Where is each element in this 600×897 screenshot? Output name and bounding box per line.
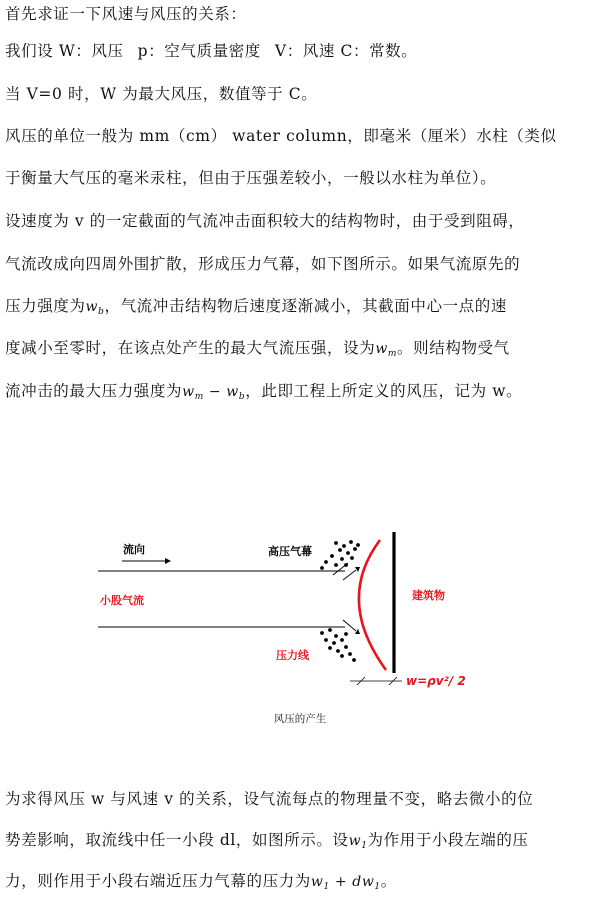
- curtain-label: 高压气幕: [268, 545, 312, 558]
- flow-arrow-head-icon: [165, 558, 171, 564]
- upper-deflect-arrow: [343, 570, 356, 580]
- lower-deflect-arrow: [343, 620, 356, 631]
- definition-p: p：空气质量密度: [137, 42, 261, 60]
- paragraph-unit-line-2: 于衡量大气压的毫米汞柱，但由于压强差较小，一般以水柱为单位）。: [5, 169, 497, 187]
- math-wm-minus-wb: $w_m - w_b$: [182, 384, 246, 402]
- paragraph-flow-line-1: 设速度为 v 的一定截面的气流冲击面积较大的结构物时，由于受到阻碍，: [5, 212, 525, 230]
- paragraph-relation-line-1: 为求得风压 w 与风速 v 的关系，设气流每点的物理量不变，略去微小的位: [5, 790, 534, 808]
- math-w1: $w_1$: [348, 833, 368, 851]
- pressure-line-label: 压力线: [276, 649, 309, 662]
- pressure-formula: w=ρv²/ 2: [406, 674, 466, 688]
- paragraph-flow-line-5: 流冲击的最大压力强度为$w_m - w_b$，此即工程上所定义的风压，记为 w。: [5, 382, 523, 402]
- flow-direction-label: 流向: [123, 543, 145, 556]
- wind-pressure-diagram: [0, 520, 600, 720]
- figure-caption: 风压的产生: [273, 713, 327, 725]
- math-w1-plus-dw1: $w_1 + dw_1$: [310, 874, 381, 892]
- paragraph-flow-line-3: 压力强度为$w_b$，气流冲击结构物后速度逐渐减小，其截面中心一点的速: [5, 297, 507, 317]
- math-wm: $w_m$: [375, 341, 398, 359]
- lower-dot-cloud: [320, 628, 356, 662]
- lower-deflect-arrow-head-icon: [355, 629, 360, 634]
- paragraph-flow-line-4: 度减小至零时，在该点处产生的最大气流压强，设为$w_m$。则结构物受气: [5, 339, 510, 359]
- definition-w: 我们设 W：风压: [5, 42, 124, 60]
- paragraph-unit-line-1: 风压的单位一般为 mm（cm） water column，即毫米（厘米）水柱（类似: [5, 127, 557, 145]
- paragraph-v-zero: 当 V=0 时，W 为最大风压，数值等于 C。: [5, 85, 318, 103]
- wind-pressure-figure: [0, 520, 600, 720]
- pressure-curve: [359, 540, 386, 670]
- building-label: 建筑物: [412, 589, 445, 602]
- paragraph-relation-line-3: 力，则作用于小段右端近压力气幕的压力为$w_1 + dw_1$。: [5, 872, 397, 892]
- definition-v-c: V：风速 C：常数。: [274, 42, 418, 60]
- upper-deflect-arrow-head-icon: [355, 567, 360, 572]
- stream-label: 小股气流: [100, 594, 144, 607]
- upper-dot-cloud: [320, 540, 360, 570]
- paragraph-definitions: [5, 41, 417, 61]
- paragraph-relation-line-2: 势差影响，取流线中任一小段 dl，如图所示。设$w_1$为作用于小段左端的压: [5, 831, 529, 851]
- paragraph-flow-line-2: 气流改成向四周外围扩散，形成压力气幕，如下图所示。如果气流原先的: [5, 255, 521, 273]
- paragraph-intro: 首先求证一下风速与风压的关系：: [5, 5, 247, 23]
- math-wb: $w_b$: [85, 299, 105, 317]
